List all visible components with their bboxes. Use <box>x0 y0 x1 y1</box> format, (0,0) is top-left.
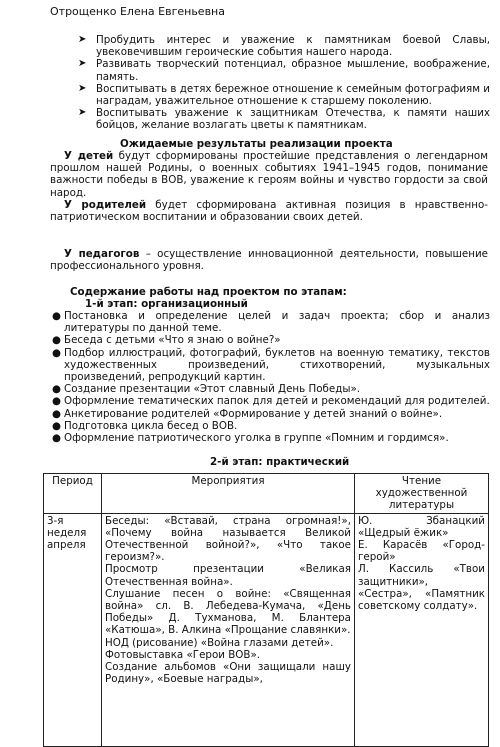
list-item: ● Постановка и определение целей и задач проекта; сбор и анализ литературы по данной теме. <box>52 310 490 335</box>
arrow-bullet-icon: ➤ <box>78 82 87 94</box>
stage2-title: 2-й этап: практический <box>210 456 350 468</box>
literature-item: Ю. Збанацкий «Щедрый ёжик» <box>358 514 485 539</box>
list-item: ● Создание презентации «Этот славный День Победы». <box>52 383 361 396</box>
activity-item: Фотовыставка «Герои ВОВ». <box>105 648 261 661</box>
dot-bullet-icon: ● <box>52 346 61 359</box>
stage1-list <box>50 310 490 444</box>
activity-item: Создание альбомов «Они защищали нашу Родину», «Боевые награды», <box>105 661 351 686</box>
goal-item: ➤ Воспитывать в детях бережное отношение к семейным фотографиям и наградам, уважительное отношение к старшему поколению. <box>78 82 490 108</box>
dot-bullet-icon: ● <box>52 310 61 322</box>
cell-literature <box>355 513 489 746</box>
dot-bullet-icon: ● <box>52 383 61 396</box>
activity-item: НОД (рисование) «Война глазами детей». <box>105 636 334 649</box>
dot-bullet-icon: ● <box>52 407 61 420</box>
goal-item: ➤ Пробудить интерес и уважение к памятникам боевой Славы, увековечившим героические события нашего народа. <box>78 34 490 59</box>
literature-item: Л. Кассиль «Твои защитники», <box>358 563 485 588</box>
content-heading: Содержание работы над проектом по этапам: <box>70 286 347 298</box>
dot-bullet-icon: ● <box>52 395 61 408</box>
activities-table <box>43 473 489 747</box>
list-item: ● Анкетирование родителей «Формирование у детей знаний о войне». <box>52 407 443 420</box>
cell-activities <box>102 513 355 746</box>
results-heading: Ожидаемые результаты реализации проекта <box>120 138 393 150</box>
stage1-title: 1-й этап: организационный <box>85 298 248 310</box>
results-parents: У родителей будет сформирована активная позиция в нравственно-патриотическом воспитании и образовании своих детей. <box>50 199 488 224</box>
table-header-row <box>44 474 489 514</box>
header-period: Период <box>44 474 102 514</box>
dot-bullet-icon: ● <box>52 334 61 347</box>
goals-list <box>78 34 490 132</box>
literature-item: Е. Карасёв «Город-герой» <box>358 539 485 564</box>
literature-item: «Сестра», «Памятник советскому солдату». <box>358 587 485 613</box>
arrow-bullet-icon: ➤ <box>78 58 87 70</box>
results-teachers: У педагогов – осуществление инновационной деятельности, повышение профессионального уровня. <box>50 248 488 273</box>
activity-item: Слушание песен о войне: «Священная война» сл. В. Лебедева-Кумача, «День Победы» Д. Тухманова, М. Блантера «Катюша», В. Алкина «Прощание славянки». <box>105 587 351 637</box>
header-literature: Чтение художественной литературы <box>355 474 489 514</box>
list-item: ● Подготовка цикла бесед о ВОВ. <box>52 419 238 432</box>
goal-item: ➤ Воспитывать уважение к защитникам Отечества, к памяти наших бойцов, желание возлагать цветы к памятникам. <box>78 107 490 132</box>
results-children: У детей будут сформированы простейшие представления о легендарном прошлом нашей Родины, о военных событиях 1941–1945 годов, понимание важности победы в ВОВ, уважение к героям войны и чувство гордости за свой народ. <box>50 150 488 199</box>
activity-item: Просмотр презентации «Великая Отечественная война». <box>105 563 351 588</box>
list-item: ● Беседа с детьми «Что я знаю о войне?» <box>52 334 281 347</box>
cell-period: 3-я неделя апреля <box>44 513 102 746</box>
arrow-bullet-icon: ➤ <box>78 34 87 45</box>
author-header: Отрощенко Елена Евгеньевна <box>50 5 225 18</box>
arrow-bullet-icon: ➤ <box>78 107 87 119</box>
activity-item: Беседы: «Вставай, страна огромная!», «Почему война называется Великой Отечественной войной?», «Что такое героизм?». <box>105 514 351 564</box>
dot-bullet-icon: ● <box>52 419 61 432</box>
list-item: ● Оформление тематических папок для детей и рекомендаций для родителей. <box>52 395 490 408</box>
table-row <box>44 513 489 746</box>
list-item: ● Оформление патриотического уголка в группе «Помним и гордимся». <box>52 432 449 445</box>
list-item: ● Подбор иллюстраций, фотографий, буклетов на военную тематику, текстов художественных произведений, стихотворений, музыкальных произведений, репродукций картин. <box>52 346 490 384</box>
goal-item: ➤ Развивать творческий потенциал, образное мышление, воображение, память. <box>78 58 490 83</box>
header-activities: Мероприятия <box>102 474 355 514</box>
dot-bullet-icon: ● <box>52 432 61 445</box>
